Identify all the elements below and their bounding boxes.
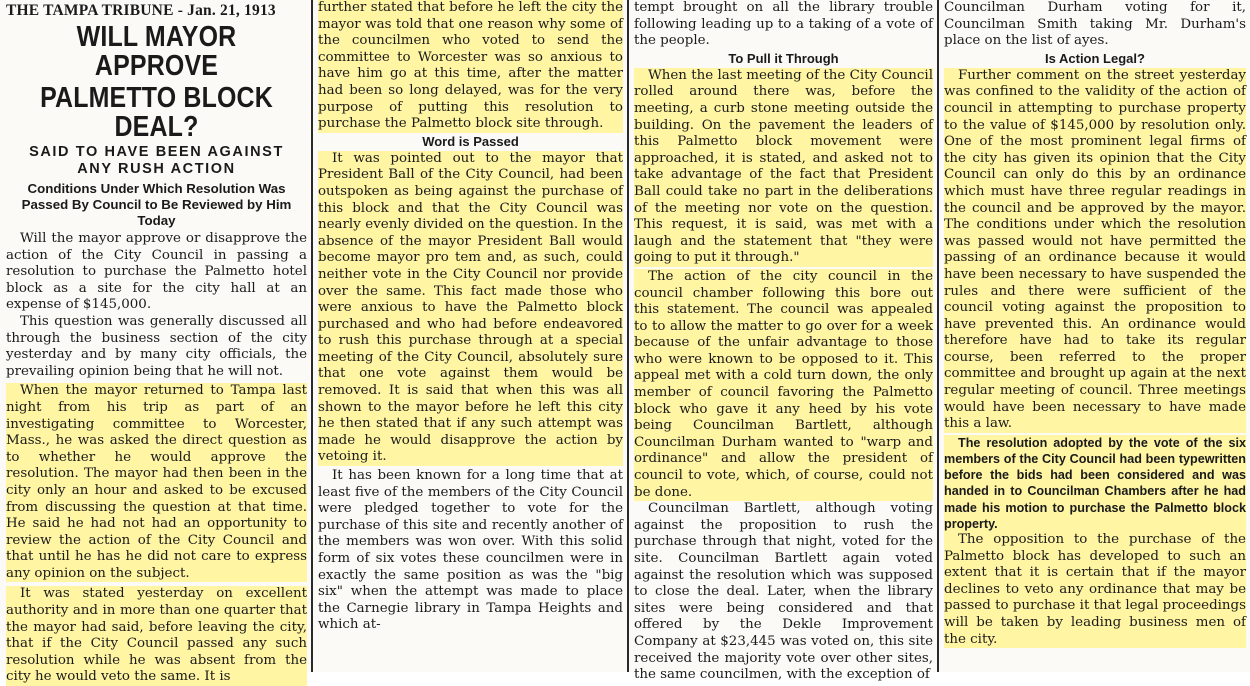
paragraph-highlighted: When the last meeting of the City Council rolled around there was, before the meeting, a curb stone meeting outside the building. On the pavement the leaders of this Palmetto block movement were approached, it is stated, and asked not to take advantage of the fact that President Ball could take no part in the deliberations of the meeting nor vote on the question. This request, it is said, was met with a laugh and the statement that "they were going to put it through." <box>634 67 933 266</box>
paragraph-highlighted: Further comment on the street yesterday was confined to the validity of the action of council in attempting to purchase property to the value of $145,000 by resolution only. One of the most prominent legal firms of the city has given its opinion that the City Council can only do this by an ordinance which must have three regular readings in the council and be approved by the mayor. The conditions under which the resolution was passed would not have permitted the passing of an ordinance because it would have been necessary to have suspended the rules and there were sufficient of the council voting against the proposition to have prevented this. An ordinance would therefore have had to take its regular course, been referred to the proper committee and brought up again at the next regular meeting of council. Three meetings would have been necessary to have made this a law. <box>944 67 1246 432</box>
paragraph: Will the mayor approve or disapprove the action of the City Council in passing a resolution to purchase the Palmetto hotel block as a site for the city hall at an expense of $145,000. <box>6 231 307 313</box>
subhead-is-action-legal: Is Action Legal? <box>1045 50 1145 66</box>
deck-line-2: ANY RUSH ACTION <box>77 161 236 177</box>
subhead-to-pull-it-through: To Pull it Through <box>728 50 839 66</box>
column-rule <box>311 0 313 672</box>
masthead: THE TAMPA TRIBUNE - Jan. 21, 1913 <box>6 2 276 19</box>
column-3 <box>630 0 937 683</box>
deck-line-1: SAID TO HAVE BEEN AGAINST <box>29 144 284 160</box>
paragraph-highlighted: further stated that before he left the city the mayor was told that one reason why some of the councilmen who voted to send the committee to Worcester was so anxious to have him go at this time, after the matter had been so long delayed, was for the very purpose of putting this resolution to purchase the Palmetto block site through. <box>318 0 623 132</box>
paragraph: Councilman Bartlett, although voting against the proposition to rush the purchase through that night, voted for the site. Councilman Bartlett again voted against the resolution which was supposed to close the deal. Later, when the library sites were being considered and that offered by the Dekle Improvement Company at $23,445 was voted on, this site received the majority vote over other sites, the same councilmen, with the exception of <box>634 501 933 683</box>
paragraph: It has been known for a long time that at least five of the members of the City Council were pledged together to vote for the purchase of this site and recently another of the members was won over. With this solid form of six votes these councilmen were in exactly the same position as was the "big six" when the attempt was made to place the Carnegie library in Tampa Heights and which at- <box>318 468 623 633</box>
column-rule <box>937 0 939 672</box>
column-4 <box>940 0 1250 672</box>
column-rule <box>627 0 629 672</box>
paragraph-highlighted: The action of the city council in the council chamber following this bore out this statement. The council was appealed to to allow the matter to go over for a week because of the unfair advantage to those who were known to be opposed to it. This appeal met with a cold turn down, the only member of council favoring the Palmetto block who gave it any heed by his vote being Councilman Bartlett, although Councilman Durham wanted to "warp and ordinance" and allow the president of council to vote, which, of course, could not be done. <box>634 268 933 500</box>
paragraph-highlighted: When the mayor returned to Tampa last night from his trip as part of an investigating committee to Worcester, Mass., he was asked the direct question as to whether he would approve the resolution. The mayor had then been in the city only an hour and asked to be excused from discussing the question at that time. He said he had not had an opportunity to review the action of the City Council and that until he has he did not care to express any opinion on the subject. <box>6 383 307 581</box>
paragraph: tempt brought on all the library trouble following leading up to a taking of a vote of the people. <box>634 0 933 49</box>
paragraph: Councilman Durham voting for it, Councilman Smith taking Mr. Durham's place on the list of ayes. <box>944 0 1246 49</box>
column-2 <box>314 0 627 672</box>
paragraph-highlighted: It was stated yesterday on excellent authority and in more than one quarter that the mayor had said, before leaving the city, that if the City Council passed any such resolution while he was absent from the city he would veto the same. It is <box>6 586 307 685</box>
paragraph: This question was generally discussed all through the business section of the city yesterday and by many city officials, the prevailing opinion being that he will not. <box>6 313 307 379</box>
subdeck: Conditions Under Which Resolution Was Passed By Council to Be Reviewed by Him Today <box>21 181 292 228</box>
headline-line-2: PALMETTO BLOCK DEAL? <box>40 82 273 143</box>
paragraph-highlighted: The opposition to the purchase of the Palmetto block has developed to such an extent that it is certain that if the mayor declines to veto any ordinance that may be passed to purchase it that legal proceedings will be taken by leading business men of the city. <box>944 532 1246 647</box>
paragraph-highlighted-bold: The resolution adopted by the vote of the six members of the City Council had been typewritten before the bids had been considered and was handed in to Councilman Chambers after he had made his motion to purchase the Palmetto block property. <box>944 435 1246 531</box>
subhead-word-is-passed: Word is Passed <box>422 133 519 149</box>
paragraph-highlighted: It was pointed out to the mayor that President Ball of the City Council, had been outspoken as being against the purchase of this block and that the City Council was nearly evenly divided on the question. In the absence of the mayor President Ball would become mayor pro tem and, as such, could neither vote in the City Council nor provide over the same. This fact made those who were anxious to have the Palmetto block purchased and who had before endeavored to rush this purchase through at a special meeting of the City Council, absolutely sure that one vote against them would be removed. It is said that when this was all shown to the mayor before he left this city he then stated that if any such attempt was made he would disapprove the action by vetoing it. <box>318 150 623 465</box>
column-1 <box>0 0 311 685</box>
headline-line-1: WILL MAYOR APPROVE <box>76 21 237 82</box>
